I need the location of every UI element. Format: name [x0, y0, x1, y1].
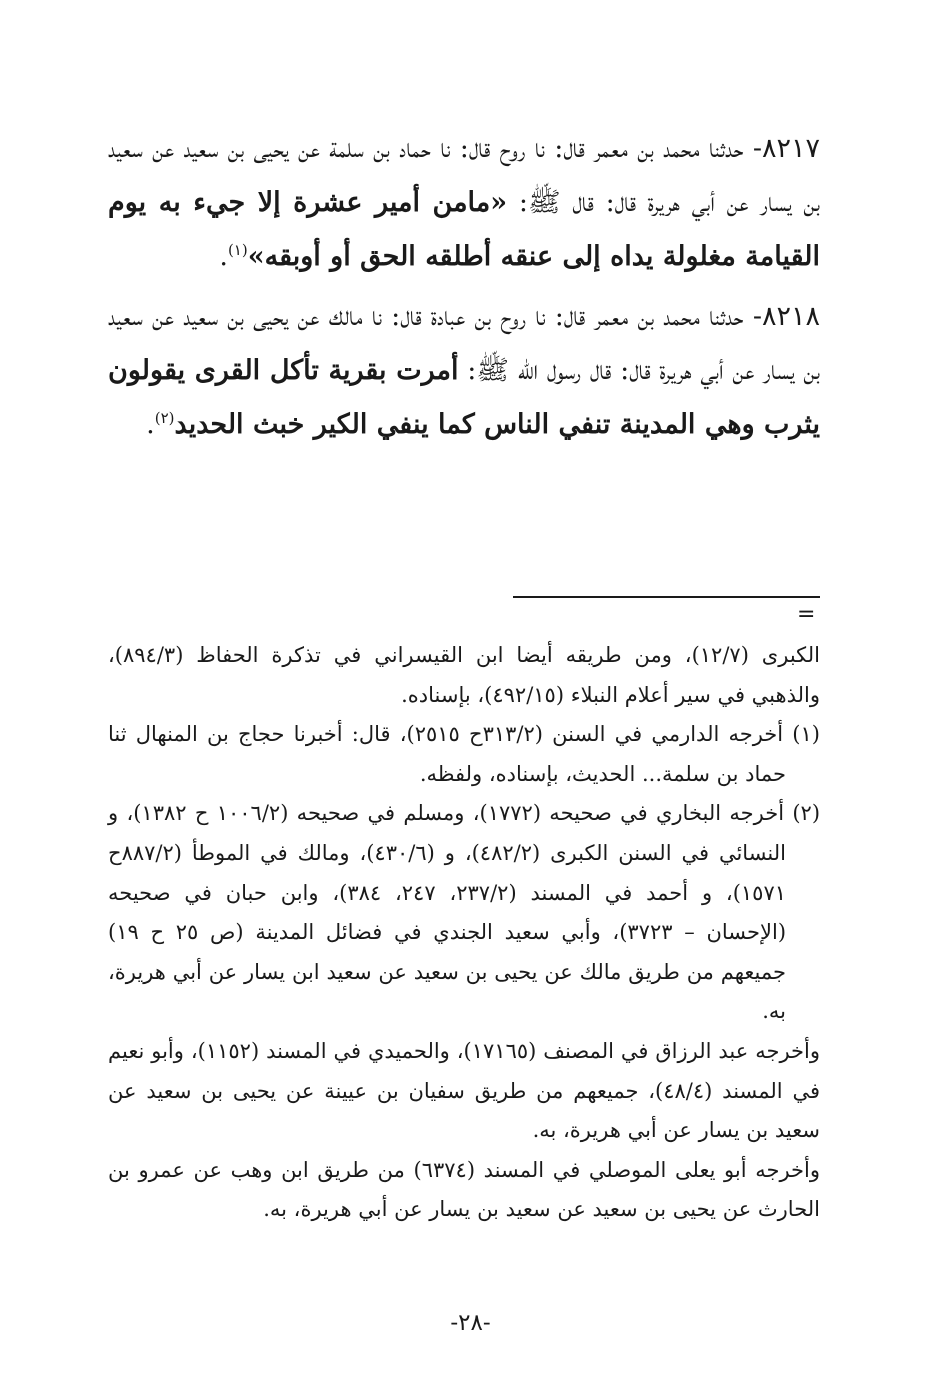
footnote-ref-2[interactable]: (٢) — [154, 409, 175, 427]
hadith-8217-text: ٨٢١٧- حدثنا محمد بن معمر قال: نا روح قال: نا حماد بن سلمة عن يحيى بن سعيد عن سعيد بن يسار عن أبي هريرة قال: قال ﷺ: — [108, 133, 820, 218]
hadith-8218-text: ٨٢١٨- حدثنا محمد بن معمر قال: نا روح بن عبادة قال: نا مالك عن يحيى بن سعيد عن سعيد بن يسار عن أبي هريرة قال: قال رسول الله ﷺ: — [108, 301, 820, 386]
hadith-8217-end: . — [219, 241, 228, 272]
footnote-continuation-mark: = — [797, 602, 816, 627]
footnote-2-cont-b: وأخرجه أبو يعلى الموصلي في المسند (٦٣٧٤) من طريق ابن وهب عن عمرو بن الحارث عن يحيى بن سعيد عن سعيد بن يسار عن أبي هريرة، به. — [108, 1157, 820, 1222]
footnote-2: (٢) أخرجه البخاري في صحيحه (١٧٧٢)، ومسلم في صحيحه (١٠٠٦/٢ ح ١٣٨٢)، و النسائي في السنن الكبرى (٤٨٢/٢)، و (٤٣٠/٦)، ومالك في الموطأ (٨٨٧/٢ح ١٥٧١)، و أحمد في المسند (٢٣٧/٢، ٢٤٧، ٣٨٤)، وابن حبان في صحيحه (الإحسان – ٣٧٢٣)، وأبي سعيد الجندي في فضائل المدينة (ص ٢٥ ح ١٩) جميعهم من طريق مالك عن يحيى بن سعيد عن سعيد ابن يسار عن أبي هريرة، به. — [108, 801, 821, 1024]
footnote-continued: الكبرى (١٢/٧)، ومن طريقه أيضا ابن القيسراني في تذكرة الحفاظ (٨٩٤/٣)، والذهبي في سير أعلام النبلاء (٤٩٢/١٥)، بإسناده. — [108, 643, 820, 707]
main-text — [108, 122, 820, 458]
footnote-1: (١) أخرجه الدارمي في السنن (٣١٣/٢ح ٢٥١٥)، قال: أخبرنا حجاج بن المنهال ثنا حماد بن سلمة... الحديث، بإسناده، ولفظه. — [108, 722, 820, 786]
page-number: -٢٨- — [450, 1310, 491, 1336]
footnote-ref-1[interactable]: (١) — [227, 241, 248, 259]
hadith-8218-end: . — [146, 409, 155, 440]
hadith-8217 — [108, 122, 820, 284]
footnotes — [108, 636, 820, 1230]
footnote-divider — [513, 596, 820, 598]
hadith-8217-matn: «مامن أمير عشرة إلا جيء به يوم القيامة مغلولة يداه إلى عنقه أطلقه الحق أو أوبقه» — [108, 187, 820, 272]
hadith-8218 — [108, 290, 820, 452]
footnote-2-cont-a: وأخرجه عبد الرزاق في المصنف (١٧١٦٥)، والحميدي في المسند (١١٥٢)، وأبو نعيم في المسند (٤٨/٤)، جميعهم من طريق سفيان بن عيينة عن يحيى بن سعيد عن سعيد بن يسار عن أبي هريرة، به. — [108, 1038, 820, 1143]
hadith-8218-matn: أمرت بقرية تأكل القرى يقولون يثرب وهي المدينة تنفي الناس كما ينفي الكير خبث الحديد — [108, 355, 820, 440]
